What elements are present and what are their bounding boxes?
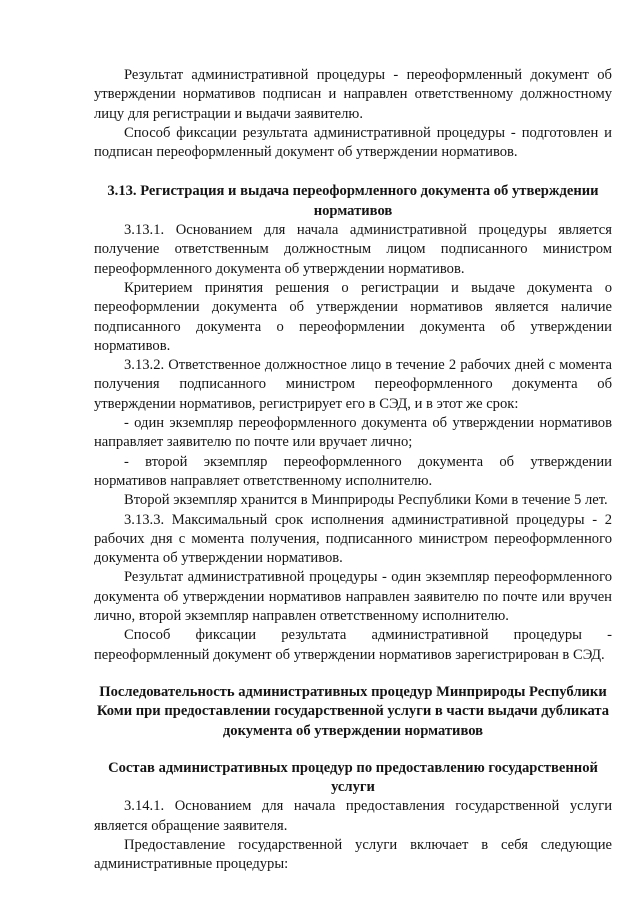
paragraph-3-13-1: 3.13.1. Основанием для начала административной процедуры является получение ответственным должностным лицом подписанного министром переоформленного документа об утверждении нормативов. — [94, 222, 612, 277]
paragraph-result: Результат административной процедуры - переоформленный документ об утверждении нормативов подписан и направлен ответственному должностному лицу для регистрации и выдачи заявителю. — [94, 67, 612, 122]
paragraph-storage: Второй экземпляр хранится в Минприроды Республики Коми в течение 5 лет. — [124, 492, 608, 509]
paragraph-3-14-1: 3.14.1. Основанием для начала предоставления государственной услуги является обращение заявителя. — [94, 798, 612, 834]
section-heading-3-13: 3.13. Регистрация и выдача переоформленного документа об утверждении нормативов — [107, 183, 599, 219]
paragraph-3-13-2: 3.13.2. Ответственное должностное лицо в течение 2 рабочих дней с момента получения подписанного министром переоформленного документа об утверждении нормативов, регистрирует его в СЭД, и в этот же срок: — [94, 357, 612, 412]
paragraph-fixation-2: Способ фиксации результата административной процедуры - переоформленный документ об утверждении нормативов зарегистрирован в СЭД. — [94, 627, 612, 663]
section-heading-composition: Состав административных процедур по предоставлению государственной услуги — [108, 759, 598, 796]
list-item-second-copy: - второй экземпляр переоформленного документа об утверждении нормативов направляет ответственному исполнителю. — [94, 453, 612, 489]
paragraph-result-2: Результат административной процедуры - один экземпляр переоформленного документа об утверждении нормативов направлен заявителю по почте или вручен лично, второй экземпляр направлен ответственному исполнителю. — [94, 569, 612, 625]
paragraph-procedures: Предоставление государственной услуги включает в себя следующие административные процедуры: — [94, 836, 612, 873]
document-page — [94, 66, 612, 875]
paragraph-criterion: Критерием принятия решения о регистрации и выдаче документа о переоформлении документа об утверждении нормативов является наличие подписанного документа о переоформлении документа об утверждении нормативов. — [94, 279, 612, 354]
paragraph-3-13-3: 3.13.3. Максимальный срок исполнения административной процедуры - 2 рабочих дня с момента получения, подписанного министром переоформленного документа об утверждении нормативов. — [94, 511, 612, 567]
list-item-first-copy: - один экземпляр переоформленного документа об утверждении нормативов направляет заявителю по почте или вручает лично; — [94, 415, 612, 451]
section-heading-sequence: Последовательность административных процедур Минприроды Республики Коми при предоставлении государственной услуги в части выдачи дубликата документа об утверждении нормативов — [96, 683, 610, 739]
paragraph-fixation: Способ фиксации результата административной процедуры - подготовлен и подписан переоформленный документ об утверждении нормативов. — [94, 124, 612, 161]
